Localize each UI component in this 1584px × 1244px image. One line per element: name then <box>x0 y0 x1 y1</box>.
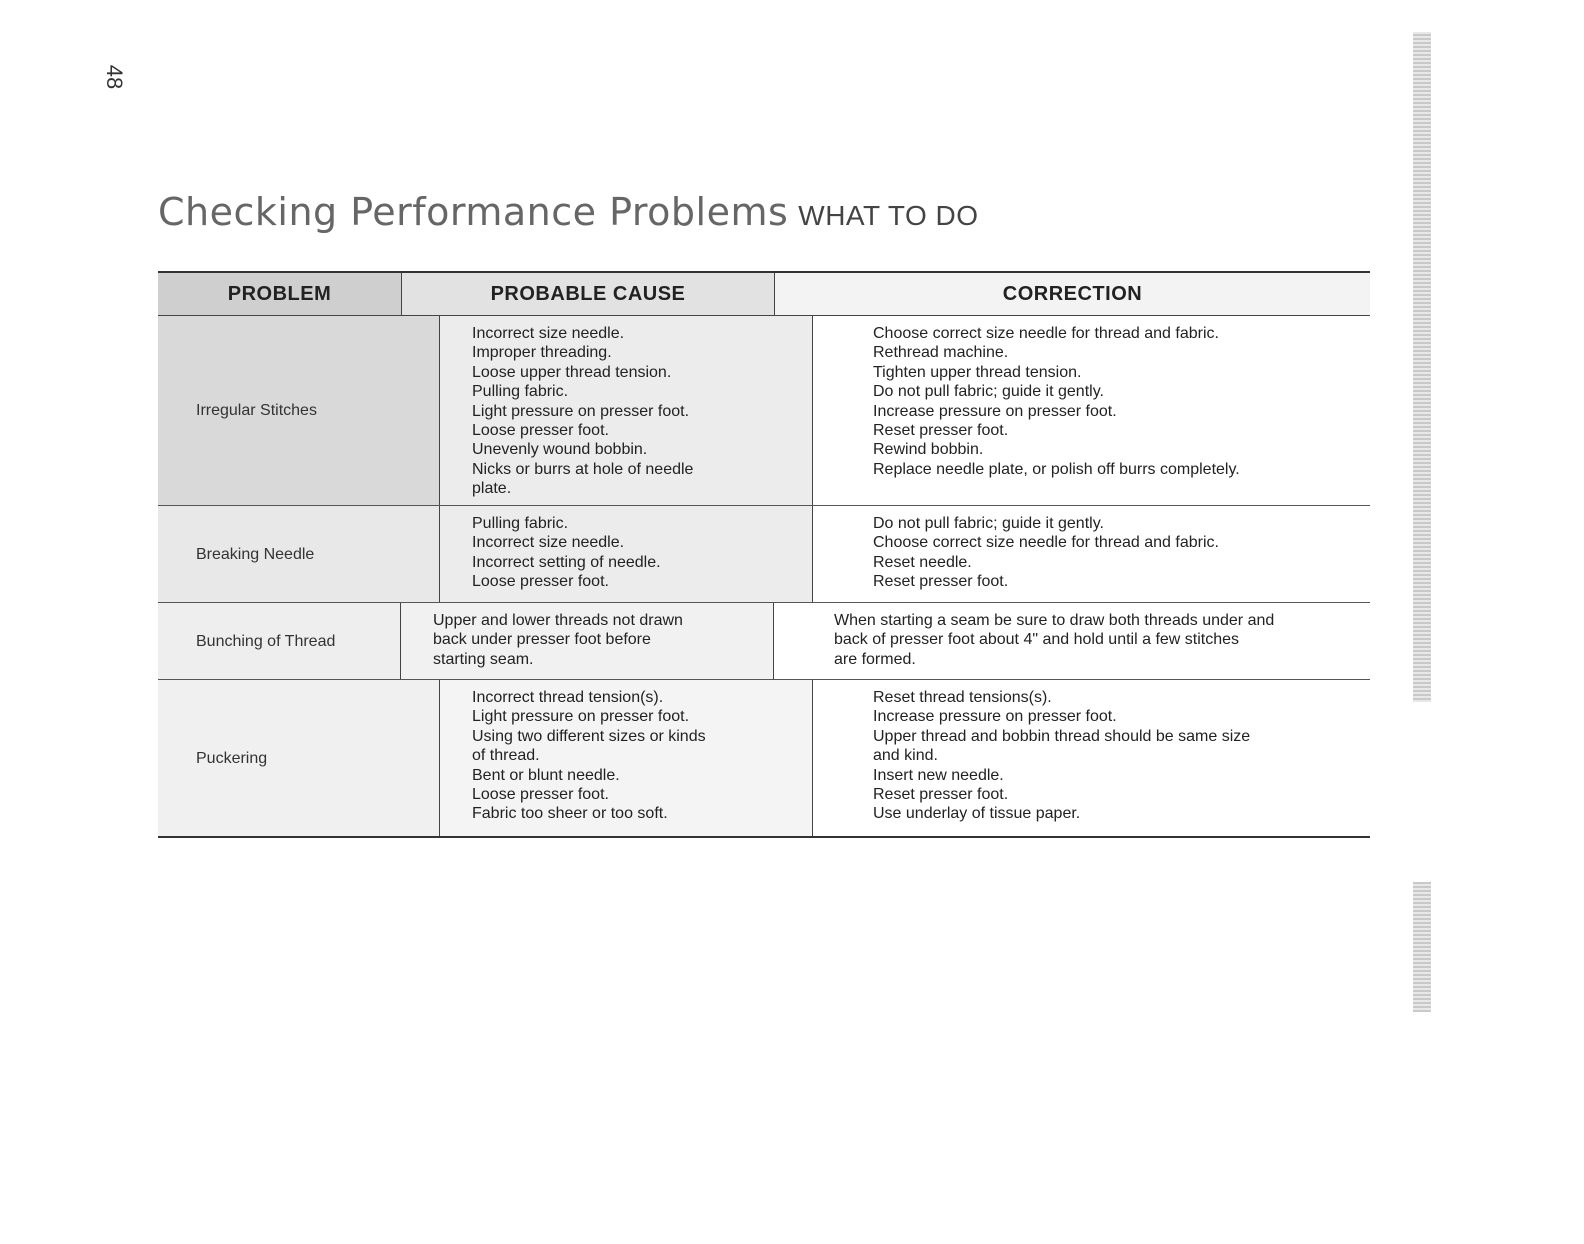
list-item: Unevenly wound bobbin. <box>472 441 648 459</box>
list-item: Rewind bobbin. <box>873 441 984 459</box>
correction-cell <box>813 506 1370 602</box>
problem-cell: Breaking Needle <box>158 506 440 602</box>
list-item: Pulling fabric. <box>472 515 569 532</box>
list-item: Pulling fabric. <box>472 383 569 401</box>
list-item: back under presser foot before <box>433 631 651 649</box>
list-item: Loose presser foot. <box>472 786 609 804</box>
list-item: Fabric too sheer or too soft. <box>472 805 668 823</box>
cause-list <box>440 316 812 505</box>
correction-list <box>813 316 1370 485</box>
cause-list <box>440 506 812 598</box>
list-item: Insert new needle. <box>873 766 1004 784</box>
correction-list <box>774 603 1370 675</box>
list-item: Loose upper thread tension. <box>472 363 672 381</box>
header-probable-cause: PROBABLE CAUSE <box>402 273 775 315</box>
list-item: Reset needle. <box>873 553 972 571</box>
troubleshooting-table <box>158 271 1370 838</box>
list-item: Reset presser foot. <box>873 422 1009 440</box>
cause-list <box>401 603 773 675</box>
list-item: Reset thread tensions(s). <box>873 689 1052 706</box>
list-item: Reset presser foot. <box>873 786 1009 804</box>
list-item: Incorrect size needle. <box>472 534 625 552</box>
correction-list <box>813 506 1370 598</box>
list-item: and kind. <box>873 747 938 765</box>
table-header-row <box>158 273 1370 316</box>
list-item: Upper thread and bobbin thread should be same size <box>873 727 1251 745</box>
cause-cell <box>401 603 774 679</box>
problem-cell: Irregular Stitches <box>158 316 440 505</box>
table-row <box>158 506 1370 603</box>
cause-list <box>440 680 812 830</box>
list-item: Increase pressure on presser foot. <box>873 402 1117 420</box>
list-item: are formed. <box>834 650 916 668</box>
list-item: Tighten upper thread tension. <box>873 363 1082 381</box>
table-row <box>158 680 1370 836</box>
list-item: Increase pressure on presser foot. <box>873 708 1117 726</box>
correction-cell <box>813 316 1370 505</box>
list-item: Light pressure on presser foot. <box>472 402 690 420</box>
problem-cell: Puckering <box>158 680 440 836</box>
list-item: Bent or blunt needle. <box>472 766 620 784</box>
page-title <box>158 190 979 235</box>
cause-cell <box>440 680 813 836</box>
list-item: When starting a seam be sure to draw both threads under and <box>834 612 1275 629</box>
list-item: Using two different sizes or kinds <box>472 727 706 745</box>
page-title-main: Checking Performance Problems <box>158 190 789 234</box>
list-item: Choose correct size needle for thread and fabric. <box>873 534 1219 552</box>
list-item: Reset presser foot. <box>873 573 1009 591</box>
table-row <box>158 316 1370 506</box>
cause-cell <box>440 506 813 602</box>
header-problem: PROBLEM <box>158 273 402 315</box>
list-item: Do not pull fabric; guide it gently. <box>873 515 1104 532</box>
list-item: Loose presser foot. <box>472 422 609 440</box>
page-number: 48 <box>102 64 128 90</box>
list-item: Upper and lower threads not drawn <box>433 612 683 629</box>
correction-cell <box>813 680 1370 836</box>
list-item: Light pressure on presser foot. <box>472 708 690 726</box>
list-item: Incorrect setting of needle. <box>472 553 661 571</box>
list-item: Incorrect size needle. <box>472 325 625 342</box>
list-item: Use underlay of tissue paper. <box>873 805 1081 823</box>
list-item: Replace needle plate, or polish off burrs completely. <box>873 460 1240 478</box>
header-correction: CORRECTION <box>775 273 1370 315</box>
list-item: Incorrect thread tension(s). <box>472 689 664 706</box>
problem-cell: Bunching of Thread <box>158 603 401 679</box>
correction-list <box>813 680 1370 830</box>
page-title-sub: WHAT TO DO <box>798 200 979 231</box>
list-item: Improper threading. <box>472 344 612 362</box>
scan-edge-strip <box>1413 32 1431 1012</box>
list-item: Loose presser foot. <box>472 573 609 591</box>
correction-cell <box>774 603 1370 679</box>
list-item: plate. <box>472 480 512 498</box>
table-row <box>158 603 1370 680</box>
cause-cell <box>440 316 813 505</box>
list-item: Rethread machine. <box>873 344 1009 362</box>
list-item: starting seam. <box>433 650 534 668</box>
list-item: Choose correct size needle for thread and fabric. <box>873 325 1219 342</box>
list-item: back of presser foot about 4" and hold until a few stitches <box>834 631 1240 649</box>
list-item: of thread. <box>472 747 540 765</box>
list-item: Do not pull fabric; guide it gently. <box>873 383 1104 401</box>
list-item: Nicks or burrs at hole of needle <box>472 460 694 478</box>
